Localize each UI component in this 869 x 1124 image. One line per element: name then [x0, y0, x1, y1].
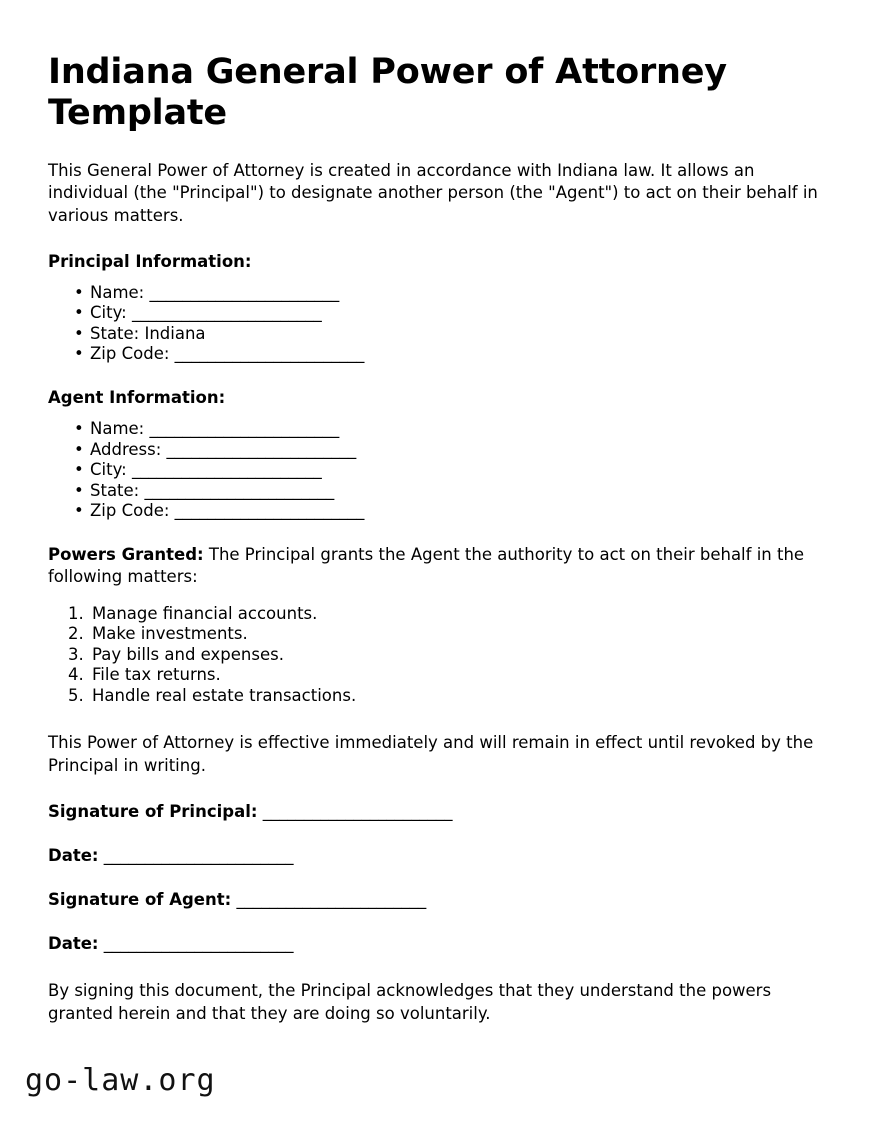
date-blank: _______________________ — [103, 846, 294, 866]
list-item — [48, 324, 821, 344]
field-label: City: — [90, 460, 127, 480]
footer-brand-watermark: go-law.org — [25, 1063, 216, 1098]
field-blank: _______________________ — [144, 480, 335, 500]
principal-information-heading: Principal Information: — [48, 251, 252, 271]
list-item — [48, 419, 821, 439]
list-item: Manage financial accounts. — [92, 603, 318, 623]
signature-label: Signature of Principal: — [48, 802, 258, 822]
agent-information-list — [48, 419, 821, 521]
field-blank: _______________________ — [174, 344, 365, 364]
field-blank: _______________________ — [149, 282, 340, 302]
closing-paragraph: By signing this document, the Principal acknowledges that they understand the powers granted herein and that they are doing so voluntarily. — [48, 981, 772, 1023]
field-label: State: — [90, 323, 140, 343]
document-content — [48, 52, 821, 1026]
intro-paragraph: This General Power of Attorney is created in accordance with Indiana law. It allows an individual (the "Principal") to designate another person (the "Agent") to act on their behalf in various matters. — [48, 160, 818, 226]
field-value: Indiana — [144, 323, 206, 343]
field-blank: _______________________ — [131, 303, 322, 323]
field-blank: _______________________ — [174, 501, 365, 521]
field-label: Zip Code: — [90, 344, 170, 364]
field-label: Name: — [90, 282, 145, 302]
principal-information-list — [48, 283, 821, 365]
date-label: Date: — [48, 846, 99, 866]
powers-granted-label: Powers Granted: — [48, 544, 204, 564]
field-blank: _______________________ — [149, 419, 340, 439]
list-item: Pay bills and expenses. — [92, 644, 284, 664]
effective-clause-paragraph: This Power of Attorney is effective immediately and will remain in effect until revoked by the Principal in writing. — [48, 733, 814, 775]
list-item — [48, 481, 821, 501]
date-label: Date: — [48, 934, 99, 954]
signature-of-principal-line — [48, 802, 821, 821]
list-item — [48, 283, 821, 303]
signature-label: Signature of Agent: — [48, 890, 232, 910]
agent-information-heading: Agent Information: — [48, 388, 226, 408]
list-item: File tax returns. — [92, 665, 221, 685]
signature-of-agent-line — [48, 890, 821, 909]
field-blank: _______________________ — [166, 439, 357, 459]
agent-date-line — [48, 934, 821, 953]
field-blank: _______________________ — [131, 460, 322, 480]
signature-blank: _______________________ — [262, 802, 453, 822]
date-blank: _______________________ — [103, 934, 294, 954]
field-label: City: — [90, 303, 127, 323]
list-item — [48, 344, 821, 364]
list-item: Handle real estate transactions. — [92, 685, 357, 705]
list-item — [48, 460, 821, 480]
powers-granted-paragraph — [48, 544, 821, 589]
field-label: Zip Code: — [90, 501, 170, 521]
principal-date-line — [48, 846, 821, 865]
powers-granted-lead: The Principal grants the Agent the authority to act on their behalf in the following matters: — [48, 544, 805, 587]
field-label: Address: — [90, 439, 162, 459]
list-item: Make investments. — [92, 624, 248, 644]
field-label: State: — [90, 480, 140, 500]
powers-granted-list — [48, 604, 821, 706]
list-item — [48, 501, 821, 521]
list-item — [48, 303, 821, 323]
field-label: Name: — [90, 419, 145, 439]
list-item — [48, 440, 821, 460]
signature-blank: _______________________ — [236, 890, 427, 910]
page-title: Indiana General Power of Attorney Template — [48, 52, 727, 133]
